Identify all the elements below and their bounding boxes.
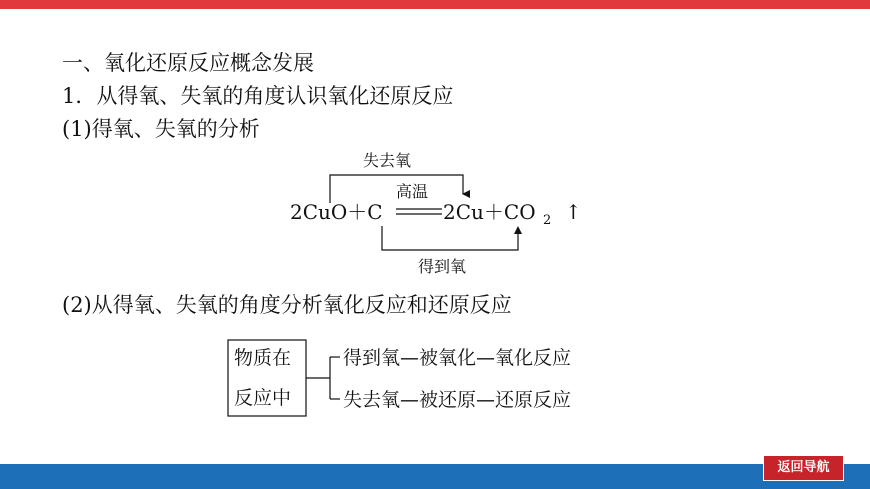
lose-oxygen-label: 失去氧 [363,151,412,170]
back-to-navigation-button[interactable]: 返回导航 [763,455,844,481]
point-title-2: (2)从得氧、失氧的角度分析氧化反应和还原反应 [62,293,512,317]
bottom-accent-bar [0,464,870,489]
branch-oxidation: 得到氧—被氧化—氧化反应 [343,347,572,369]
equation-reactants: 2CuO＋C [290,200,383,224]
co2-subscript: 2 [543,213,552,228]
subject-box-line2: 反应中 [234,387,292,409]
section-heading: 一、氧化还原反应概念发展 [62,51,314,75]
point-title-1: (1)得氧、失氧的分析 [62,117,260,141]
branch-reduction: 失去氧—被还原—还原反应 [343,389,572,411]
gas-arrow: ↑ [565,200,582,224]
equation-products: 2Cu＋CO [443,200,536,224]
subsection-title-1: 1．从得氧、失氧的角度认识氧化还原反应 [62,84,454,108]
gain-oxygen-label: 得到氧 [418,257,467,276]
subject-box-line1: 物质在 [234,347,292,369]
condition-label: 高温 [396,182,429,201]
